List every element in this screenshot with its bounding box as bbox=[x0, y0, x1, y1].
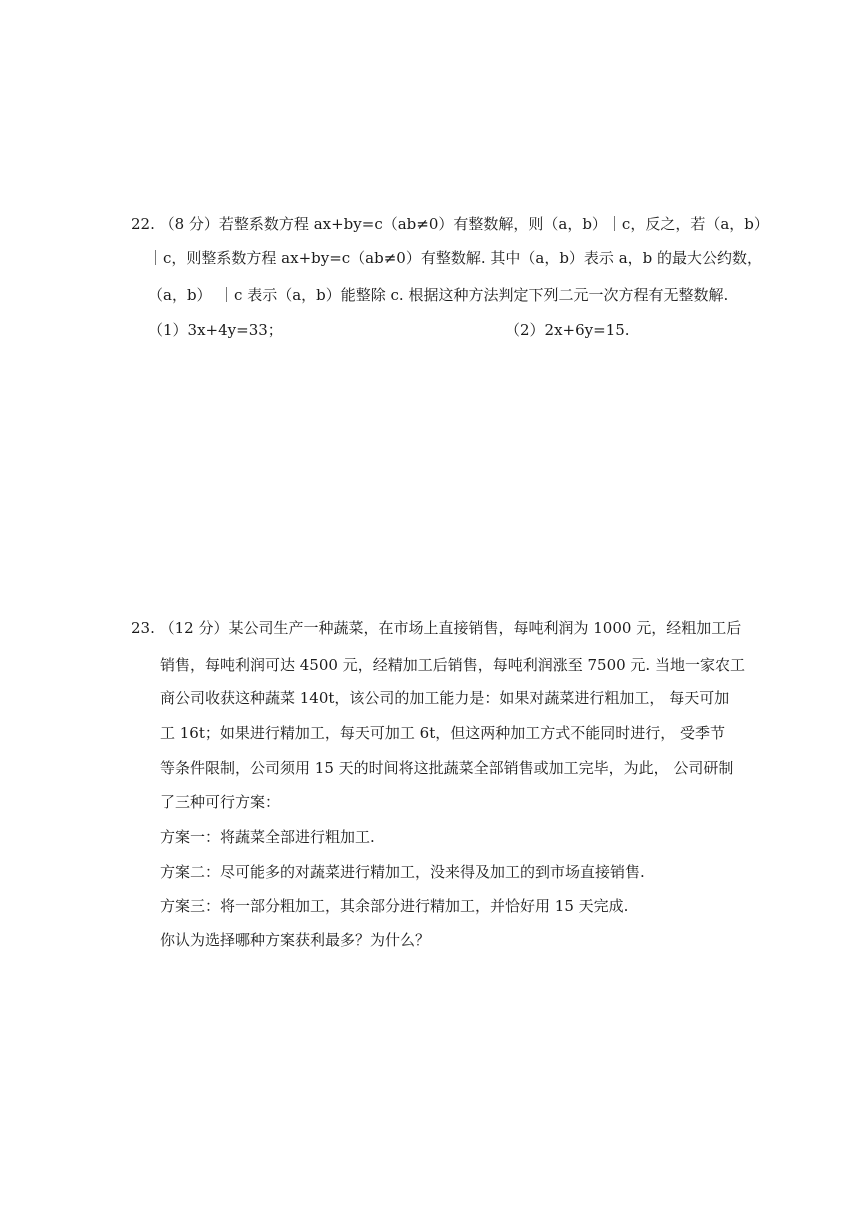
q23-line-6: 了三种可行方案： bbox=[160, 793, 281, 811]
q23-line-5: 等条件限制，公司须用 15 天的时间将这批蔬菜全部销售或加工完毕，为此， 公司研制 bbox=[160, 759, 734, 777]
q23-line-4: 工 16t；如果进行精加工，每天可加工 6t，但这两种加工方式不能同时进行， 受季节 bbox=[160, 724, 725, 742]
q22-line-3: （a，b） ｜c 表示（a，b）能整除 c. 根据这种方法判定下列二元一次方程有无整数解. bbox=[148, 286, 729, 304]
q22-sub-question-1: （1）3x+4y=33； bbox=[148, 321, 283, 339]
q23-line-2: 销售，每吨利润可达 4500 元，经精加工后销售，每吨利润涨至 7500 元. 当地一家农工 bbox=[160, 656, 745, 674]
q22-line-1: 22. （8 分）若整系数方程 ax+by=c（ab≠0）有整数解，则（a，b）｜c，反之，若（a，b） bbox=[131, 215, 769, 233]
q23-line-3: 商公司收获这种蔬菜 140t，该公司的加工能力是：如果对蔬菜进行粗加工， 每天可加 bbox=[160, 689, 730, 707]
q23-plan-3: 方案三：将一部分粗加工，其余部分进行精加工，并恰好用 15 天完成. bbox=[160, 897, 629, 915]
q23-plan-1: 方案一：将蔬菜全部进行粗加工. bbox=[160, 828, 375, 846]
q22-sub-question-2: （2）2x+6y=15. bbox=[505, 321, 630, 339]
q23-line-1: 23. （12 分）某公司生产一种蔬菜，在市场上直接销售，每吨利润为 1000 元，经粗加工后 bbox=[131, 619, 742, 637]
q23-question: 你认为选择哪种方案获利最多？为什么？ bbox=[160, 931, 431, 949]
q23-plan-2: 方案二：尽可能多的对蔬菜进行精加工，没来得及加工的到市场直接销售. bbox=[160, 863, 645, 881]
q22-line-2: ｜c，则整系数方程 ax+by=c（ab≠0）有整数解. 其中（a，b）表示 a，b 的最大公约数， bbox=[148, 249, 763, 267]
